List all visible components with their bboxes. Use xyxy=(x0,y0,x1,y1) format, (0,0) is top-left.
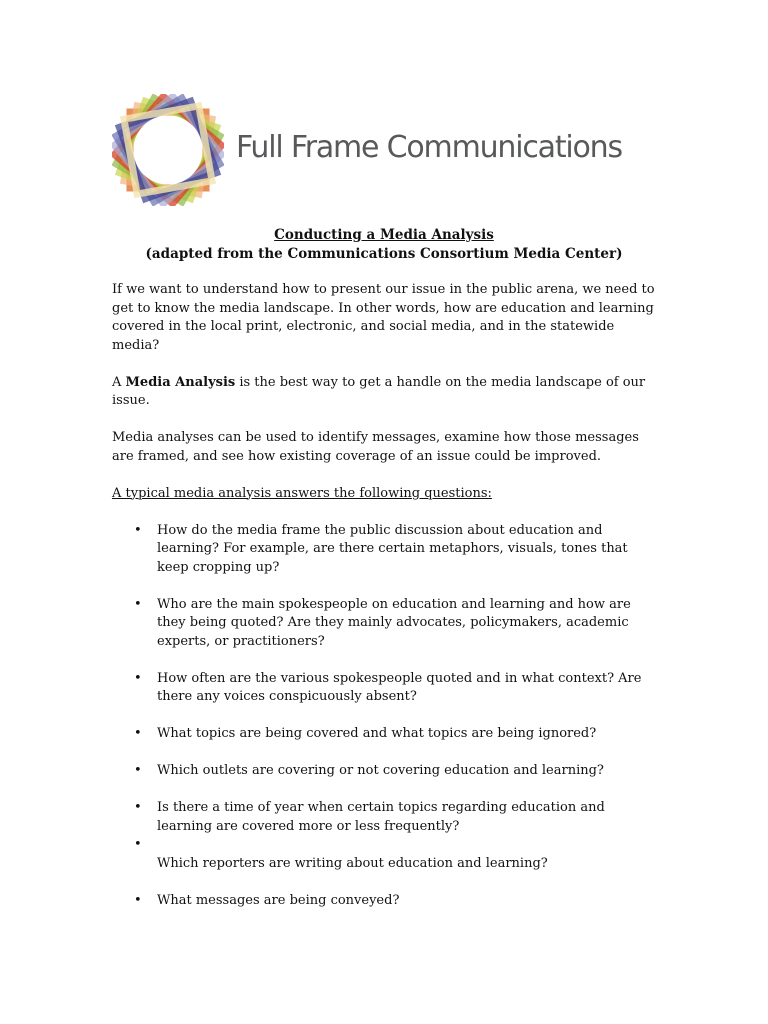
list-item xyxy=(112,892,660,911)
list-item xyxy=(112,522,660,578)
questions-heading: A typical media analysis answers the following questions: xyxy=(112,485,492,501)
analysis-term: Media Analysis xyxy=(125,374,236,390)
bullet-icon: • xyxy=(134,800,142,815)
question-text: Who are the main spokespeople on education and learning and how are they being quoted? Are they mainly advocates, policymakers, academic experts, or practitioners? xyxy=(157,596,631,649)
frame-logo-icon xyxy=(112,94,224,206)
questions-list xyxy=(112,522,660,911)
bullet-icon: • xyxy=(134,596,142,612)
document-body xyxy=(112,281,660,929)
list-item xyxy=(112,596,660,652)
company-name: Full Frame Communications xyxy=(236,130,622,165)
list-item xyxy=(112,836,660,873)
question-text: What topics are being covered and what topics are being ignored? xyxy=(157,726,597,741)
question-text: What messages are being conveyed? xyxy=(157,892,400,908)
question-text: Is there a time of year when certain topics regarding education and learning are covered more or less frequently? xyxy=(157,800,605,834)
analysis-paragraph xyxy=(112,374,660,411)
bullet-icon: • xyxy=(134,726,142,741)
analysis-prefix: A xyxy=(112,374,126,390)
bullet-icon: • xyxy=(134,522,142,538)
question-text: How do the media frame the public discussion about education and learning? For example, are there certain metaphors, visuals, tones that keep cropping up? xyxy=(157,522,628,575)
list-item xyxy=(112,762,660,781)
list-item xyxy=(112,799,660,836)
document-subtitle: (adapted from the Communications Consortium Media Center) xyxy=(145,246,623,262)
uses-paragraph: Media analyses can be used to identify messages, examine how those messages are framed, and see how existing coverage of an issue could be improved. xyxy=(112,430,639,464)
company-logo xyxy=(112,92,672,212)
list-item xyxy=(112,725,660,744)
bullet-icon: • xyxy=(134,670,142,686)
intro-paragraph: If we want to understand how to present our issue in the public arena, we need to get to know the media landscape. In other words, how are education and learning covered in the local print, electronic, and social media, and in the statewide media? xyxy=(112,282,655,353)
bullet-icon: • xyxy=(134,892,142,908)
question-text: Which reporters are writing about education and learning? xyxy=(157,855,548,871)
bullet-icon: • xyxy=(134,837,142,852)
list-item xyxy=(112,670,660,707)
document-heading xyxy=(112,226,656,264)
question-text: Which outlets are covering or not covering education and learning? xyxy=(157,763,604,778)
bullet-icon: • xyxy=(134,763,142,778)
question-text: How often are the various spokespeople quoted and in what context? Are there any voices conspicuously absent? xyxy=(157,670,642,704)
document-title: Conducting a Media Analysis xyxy=(274,227,494,243)
analysis-suffix: is the best way to get a handle on the media landscape of our issue. xyxy=(112,374,646,408)
